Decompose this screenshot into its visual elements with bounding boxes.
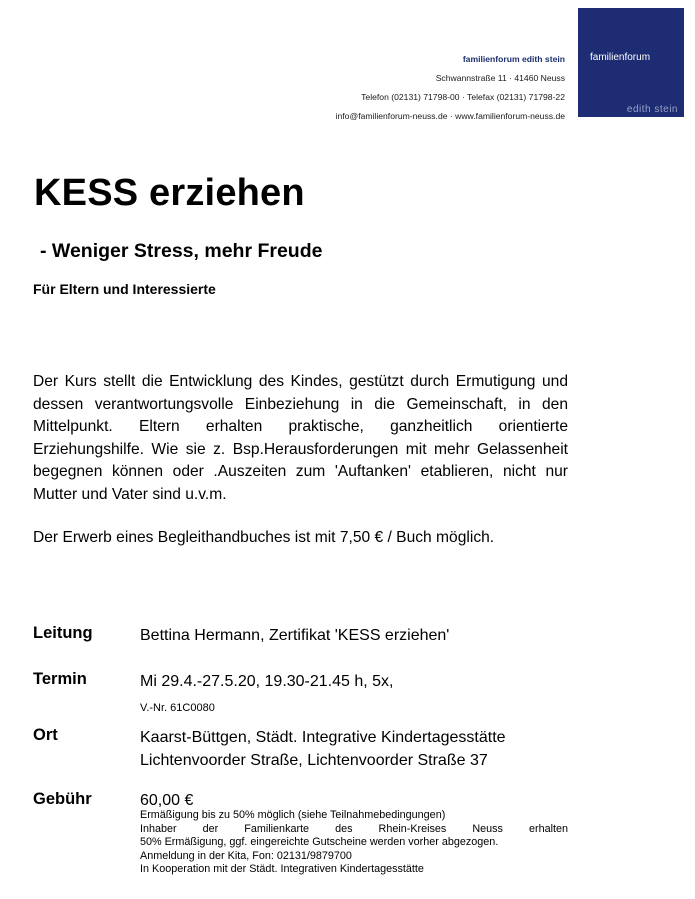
course-number: V.-Nr. 61C0080 xyxy=(140,702,215,714)
ort-line-1: Kaarst-Büttgen, Städt. Integrative Kindertagesstätte xyxy=(140,729,506,746)
subtitle: - Weniger Stress, mehr Freude xyxy=(40,240,323,262)
termin-label: Termin xyxy=(33,670,87,688)
logo-line-2: edith stein xyxy=(626,104,678,115)
fee-line-5: In Kooperation mit der Städt. Integrativen Kindertagesstätte xyxy=(140,863,424,876)
handbook-note: Der Erwerb eines Begleithandbuches ist mit 7,50 € / Buch möglich. xyxy=(33,529,495,546)
ort-line-2: Lichtenvoorder Straße, Lichtenvoorder Straße 37 xyxy=(140,752,488,769)
termin-value: Mi 29.4.-27.5.20, 19.30-21.45 h, 5x, xyxy=(140,673,394,690)
contact-header xyxy=(336,50,565,126)
fee-line-2: Inhaber der Familienkarte des Rhein-Kreises Neuss erhalten xyxy=(140,822,568,835)
page-title: KESS erziehen xyxy=(34,172,305,214)
fee-line-3: 50% Ermäßigung, ggf. eingereichte Gutscheine werden vorher abgezogen. xyxy=(140,836,499,849)
gebuehr-value: 60,00 € xyxy=(140,792,194,809)
org-name: familienforum edith stein xyxy=(462,54,565,64)
audience: Für Eltern und Interessierte xyxy=(33,281,216,297)
leitung-value: Bettina Hermann, Zertifikat 'KESS erziehen' xyxy=(140,627,450,644)
fee-details xyxy=(140,809,568,877)
fee-line-4: Anmeldung in der Kita, Fon: 02131/9879700 xyxy=(140,849,352,862)
phone-fax: Telefon (02131) 71798-00 · Telefax (02131) 71798-22 xyxy=(361,92,565,102)
address: Schwannstraße 11 · 41460 Neuss xyxy=(435,73,565,83)
fee-line-1: Ermäßigung bis zu 50% möglich (siehe Teilnahmebedingungen) xyxy=(140,809,446,821)
course-description: Der Kurs stellt die Entwicklung des Kindes, gestützt durch Ermutigung und dessen verantwortungsvolle Einbeziehung in die Gemeinschaft, in den Mittelpunkt. Eltern erhalten praktische, ganzheitlich orientierte Erziehungshilfe. Wie sie z. Bsp.Herausforderungen mit mehr Gelassenheit begegnen können oder .Auszeiten zum 'Auftanken' etablieren, nicht nur Mutter und Vater sind u.v.m. xyxy=(33,373,568,503)
web-contact[interactable]: info@familienforum-neuss.de · www.familienforum-neuss.de xyxy=(335,111,565,121)
logo-line-1: familienforum xyxy=(590,52,651,63)
logo xyxy=(578,8,684,117)
ort-label: Ort xyxy=(33,726,58,744)
gebuehr-label: Gebühr xyxy=(33,790,92,808)
leitung-label: Leitung xyxy=(33,624,93,642)
